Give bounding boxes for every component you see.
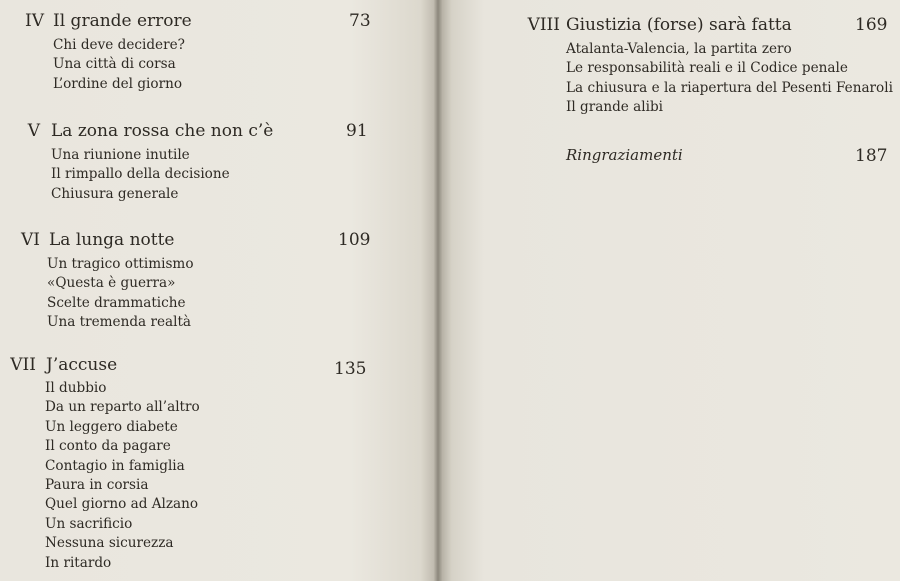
section-list bbox=[47, 255, 194, 333]
chapter-page-number: 73 bbox=[349, 11, 371, 31]
section-item: Paura in corsia bbox=[45, 477, 149, 494]
acknowledgements-title: Ringraziamenti bbox=[566, 146, 683, 164]
section-item: Nessuna sicurezza bbox=[45, 535, 174, 552]
section-item: Un sacrificio bbox=[45, 515, 133, 532]
chapter-number: V bbox=[27, 121, 40, 141]
chapter-title: La zona rossa che non c’è bbox=[51, 121, 274, 141]
chapter-number: VIII bbox=[527, 15, 560, 35]
chapter-page-number: 91 bbox=[346, 121, 368, 141]
chapter-page-number: 169 bbox=[855, 15, 888, 35]
section-item: Il grande alibi bbox=[566, 99, 664, 116]
section-item: Contagio in famiglia bbox=[45, 457, 185, 474]
section-item: Chi deve decidere? bbox=[53, 37, 185, 53]
section-item: Da un reparto all’altro bbox=[45, 399, 200, 416]
section-item: Il conto da pagare bbox=[45, 438, 171, 455]
chapter-title: La lunga notte bbox=[49, 230, 175, 250]
section-item: Atalanta-Valencia, la partita zero bbox=[566, 41, 792, 57]
section-list bbox=[51, 146, 230, 204]
chapter-page-number: 135 bbox=[334, 359, 367, 379]
section-item: Un leggero diabete bbox=[45, 418, 178, 435]
chapter-number: VI bbox=[21, 230, 40, 250]
section-item: Il dubbio bbox=[45, 380, 107, 396]
section-list bbox=[53, 36, 185, 94]
chapter-number: VII bbox=[10, 355, 36, 375]
section-item: Un tragico ottimismo bbox=[47, 256, 194, 272]
section-item: Il rimpallo della decisione bbox=[51, 166, 230, 183]
section-item: Quel giorno ad Alzano bbox=[45, 496, 199, 513]
section-item: «Questa è guerra» bbox=[47, 275, 176, 292]
chapter-page-number: 109 bbox=[338, 230, 371, 250]
section-item: Chiusura generale bbox=[51, 185, 179, 202]
chapter-title: J’accuse bbox=[46, 355, 118, 375]
chapter-number: IV bbox=[25, 11, 44, 31]
left-page bbox=[0, 0, 438, 581]
right-page bbox=[438, 0, 900, 581]
section-item: Le responsabilità reali e il Codice penale bbox=[566, 60, 848, 77]
section-item: Scelte drammatiche bbox=[47, 294, 186, 311]
section-item: Una città di corsa bbox=[53, 56, 176, 73]
section-list bbox=[566, 40, 893, 118]
acknowledgements-page-number: 187 bbox=[855, 146, 888, 166]
section-item: Una tremenda realtà bbox=[47, 314, 192, 331]
book-gutter bbox=[434, 0, 442, 581]
section-item: Una riunione inutile bbox=[51, 147, 190, 163]
section-item: L’ordine del giorno bbox=[53, 75, 183, 92]
section-item: In ritardo bbox=[45, 554, 112, 571]
section-list bbox=[45, 379, 200, 573]
chapter-title: Giustizia (forse) sarà fatta bbox=[566, 15, 792, 35]
section-item: La chiusura e la riapertura del Pesenti Fenaroli bbox=[566, 79, 893, 96]
chapter-title: Il grande errore bbox=[53, 11, 192, 31]
